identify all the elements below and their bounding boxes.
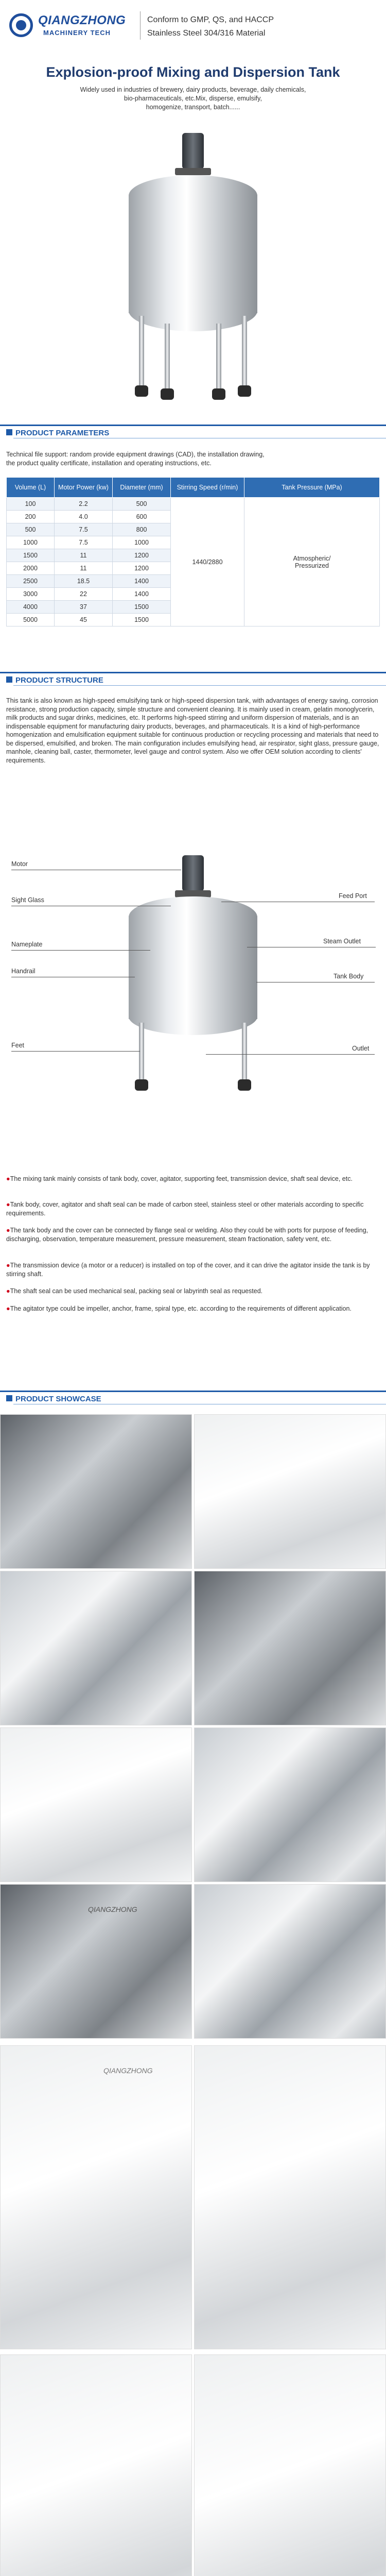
tank-leg xyxy=(139,1023,144,1082)
intro-text xyxy=(62,86,324,112)
structure-bullet xyxy=(6,1261,380,1278)
bullet-text: The shaft seal can be used mechanical seal, packing seal or labyrinth seal as requested. xyxy=(10,1287,263,1295)
bullet-dot-icon: ● xyxy=(6,1262,10,1269)
bullet-dot-icon: ● xyxy=(6,1305,10,1312)
pressure-line-2: Pressurized xyxy=(295,562,329,569)
section-square-icon xyxy=(6,429,12,435)
intro-line-3: homogenize, transport, batch...... xyxy=(146,104,240,111)
motor-mount xyxy=(175,168,211,175)
leader-line xyxy=(206,1054,375,1055)
showcase-photo-full-4 xyxy=(194,2354,386,2576)
table-cell: 18.5 xyxy=(55,575,113,588)
tank-bottom xyxy=(129,311,257,331)
table-cell: 45 xyxy=(55,614,113,626)
page-header xyxy=(0,0,386,129)
table-cell: 1400 xyxy=(113,575,171,588)
label-feet: Feet xyxy=(11,1042,25,1049)
table-cell: 800 xyxy=(113,523,171,536)
structure-bullet xyxy=(6,1175,380,1183)
label-feed-port: Feed Port xyxy=(339,892,367,900)
table-cell: 7.5 xyxy=(55,523,113,536)
section-square-icon xyxy=(6,1395,12,1401)
label-motor: Motor xyxy=(11,860,28,868)
section-header-structure xyxy=(0,670,386,685)
table-cell: 500 xyxy=(7,523,55,536)
showcase-photo-body xyxy=(0,1727,192,1882)
params-note-2: the product quality certificate, installation and operating instructions, etc. xyxy=(6,460,212,467)
caster-wheel xyxy=(238,385,251,397)
leader-line xyxy=(11,950,150,951)
tank-leg xyxy=(216,324,221,391)
table-cell: 2.2 xyxy=(55,498,113,511)
table-cell: 1500 xyxy=(113,601,171,614)
section-underline xyxy=(13,685,386,686)
leader-line xyxy=(11,1051,140,1052)
table-cell: 200 xyxy=(7,511,55,523)
tank-cover xyxy=(129,175,257,196)
bullet-text: The tank body and the cover can be connected by flange seal or welding. Also they could be with ports for purpose of feeding, discharging, observation, temperature measurement, pressure measurement, steam fractionation, safety vent, etc. xyxy=(6,1227,369,1243)
table-cell: 1200 xyxy=(113,549,171,562)
structure-description: This tank is also known as high-speed emulsifying tank or high-speed dispersion tank, with advantages of energy saving, corrosion resistance, strong production capacity, simple structure and convenient cleaning. It is mainly used in cream, gelatin monoglycerin, milk products and sugar drinks, medicines, etc. It performs high-speed stirring and uniform dispersion of materials, and is an indispensable equipment for manufacturing dairy products, beverages, and pharmaceuticals. It is a kind of high-performance homogenization and emulsification equipment suitable for continuous production or recycling processing and materials that need to be dispersed, emulsified, and broken. The main configuration includes emulsifying head, air respirator, sight glass, pressure gauge, manhole, cleaning ball, caster, thermometer, level gauge and control system. Also we offer OEM solution according to clients' requirements. xyxy=(6,697,379,764)
table-cell: 2000 xyxy=(7,562,55,575)
table-cell: 4000 xyxy=(7,601,55,614)
showcase-photo-cover xyxy=(194,1571,386,1725)
showcase-photo-shaft xyxy=(0,1571,192,1725)
section-title: PRODUCT SHOWCASE xyxy=(15,1395,101,1403)
tank-body-shape xyxy=(129,916,257,1019)
motor-icon xyxy=(182,133,204,169)
table-cell: 1200 xyxy=(113,562,171,575)
structure-bullet xyxy=(6,1287,380,1296)
parameters-table xyxy=(6,477,380,626)
section-square-icon xyxy=(6,676,12,683)
bullet-dot-icon: ● xyxy=(6,1287,10,1295)
showcase-photo-full-3 xyxy=(0,2354,192,2576)
motor-icon xyxy=(182,855,204,891)
brand-name: QIANGZHONG xyxy=(38,13,126,27)
caster-wheel xyxy=(238,1079,251,1091)
intro-line-2: bio-pharmaceuticals, etc.Mix, disperse, emulsify, xyxy=(124,95,262,102)
section-title: PRODUCT STRUCTURE xyxy=(15,676,103,685)
intro-line-1: Widely used in industries of brewery, dairy products, beverage, daily chemicals, xyxy=(80,86,306,93)
tank-leg xyxy=(242,1023,247,1082)
header-divider xyxy=(140,11,141,40)
bullet-dot-icon: ● xyxy=(6,1175,10,1182)
page-title: Explosion-proof Mixing and Dispersion Tank xyxy=(46,64,340,80)
section-header-parameters xyxy=(0,422,386,438)
tank-body-shape xyxy=(129,195,257,313)
section-title: PRODUCT PARAMETERS xyxy=(15,429,110,437)
bullet-text: The mixing tank mainly consists of tank body, cover, agitator, supporting feet, transmission device, shaft seal device, etc. xyxy=(10,1175,353,1182)
table-cell: 7.5 xyxy=(55,536,113,549)
col-diameter: Diameter (mm) xyxy=(113,478,171,498)
table-cell: 1500 xyxy=(113,614,171,626)
brand-sub: MACHINERY TECH xyxy=(43,29,111,37)
bullet-dot-icon: ● xyxy=(6,1201,10,1208)
showcase-photo-port xyxy=(194,1727,386,1882)
col-tank-pressure: Tank Pressure (MPa) xyxy=(244,478,380,498)
showcase-photo-full-2 xyxy=(194,2045,386,2349)
section-bar xyxy=(0,1391,386,1392)
bullet-dot-icon: ● xyxy=(6,1227,10,1234)
bullet-text: The agitator type could be impeller, anchor, frame, spiral type, etc. according to the requirements of different application. xyxy=(10,1305,352,1312)
label-outlet: Outlet xyxy=(352,1045,370,1052)
label-nameplate: Nameplate xyxy=(11,941,43,948)
section-header-showcase xyxy=(0,1388,386,1404)
label-steam-outlet: Steam Outlet xyxy=(323,938,361,945)
table-cell: 1000 xyxy=(113,536,171,549)
table-cell: 11 xyxy=(55,549,113,562)
table-cell: 37 xyxy=(55,601,113,614)
table-cell: 1000 xyxy=(7,536,55,549)
table-cell: 1400 xyxy=(113,588,171,601)
table-cell: 2500 xyxy=(7,575,55,588)
table-row xyxy=(7,498,380,511)
structure-bullet xyxy=(6,1226,380,1243)
section-bar xyxy=(0,425,386,426)
structure-bullet xyxy=(6,1304,380,1313)
table-header-row xyxy=(7,478,380,498)
showcase-photo-bottom xyxy=(0,1884,192,2039)
table-cell: 600 xyxy=(113,511,171,523)
table-cell: 100 xyxy=(7,498,55,511)
caster-wheel xyxy=(135,1079,148,1091)
structure-bullet xyxy=(6,1200,380,1217)
tank-leg xyxy=(139,316,144,388)
tank-pressure-cell xyxy=(244,498,380,626)
col-motor-power: Motor Power (kw) xyxy=(55,478,113,498)
col-stirring-speed: Stirring Speed (r/min) xyxy=(171,478,244,498)
table-cell: 11 xyxy=(55,562,113,575)
bullet-text: The transmission device (a motor or a reducer) is installed on top of the cover, and it can drive the agitator inside the tank is by stirring shaft. xyxy=(6,1262,370,1278)
brand-logo xyxy=(9,11,138,43)
table-cell: 500 xyxy=(113,498,171,511)
caster-wheel xyxy=(161,388,174,400)
pressure-line-1: Atmospheric/ xyxy=(293,554,331,562)
col-volume: Volume (L) xyxy=(7,478,55,498)
showcase-photo-motor xyxy=(0,1414,192,1569)
params-note-1: Technical file support: random provide equipment drawings (CAD), the installation drawing, xyxy=(6,451,265,458)
caster-wheel xyxy=(135,385,148,397)
table-cell: 3000 xyxy=(7,588,55,601)
tagline-2: Stainless Steel 304/316 Material xyxy=(147,29,266,38)
bullet-text: Tank body, cover, agitator and shaft seal can be made of carbon steel, stainless steel or other materials according to specific requirements. xyxy=(6,1201,364,1217)
showcase-photo-top-view xyxy=(194,1414,386,1569)
showcase-photo-full-1 xyxy=(0,2045,192,2349)
label-handrail: Handrail xyxy=(11,968,36,975)
table-cell: 4.0 xyxy=(55,511,113,523)
watermark: QIANGZHONG xyxy=(88,1905,137,1913)
tagline-1: Conform to GMP, QS, and HACCP xyxy=(147,15,274,24)
tank-leg xyxy=(242,316,247,388)
tank-leg xyxy=(165,324,170,391)
table-cell: 5000 xyxy=(7,614,55,626)
structure-diagram xyxy=(0,845,386,1133)
stirring-speed-cell: 1440/2880 xyxy=(171,498,244,626)
label-sight-glass: Sight Glass xyxy=(11,896,44,904)
section-bar xyxy=(0,672,386,673)
tank-bottom xyxy=(129,1016,257,1035)
showcase-photo-legs xyxy=(194,1884,386,2039)
caster-wheel xyxy=(212,388,225,400)
table-cell: 22 xyxy=(55,588,113,601)
label-tank-body: Tank Body xyxy=(334,973,364,980)
tank-cover xyxy=(129,896,257,917)
watermark: QIANGZHONG xyxy=(103,2066,153,2075)
hero-product-image xyxy=(0,128,386,406)
logo-icon xyxy=(9,13,33,37)
table-cell: 1500 xyxy=(7,549,55,562)
